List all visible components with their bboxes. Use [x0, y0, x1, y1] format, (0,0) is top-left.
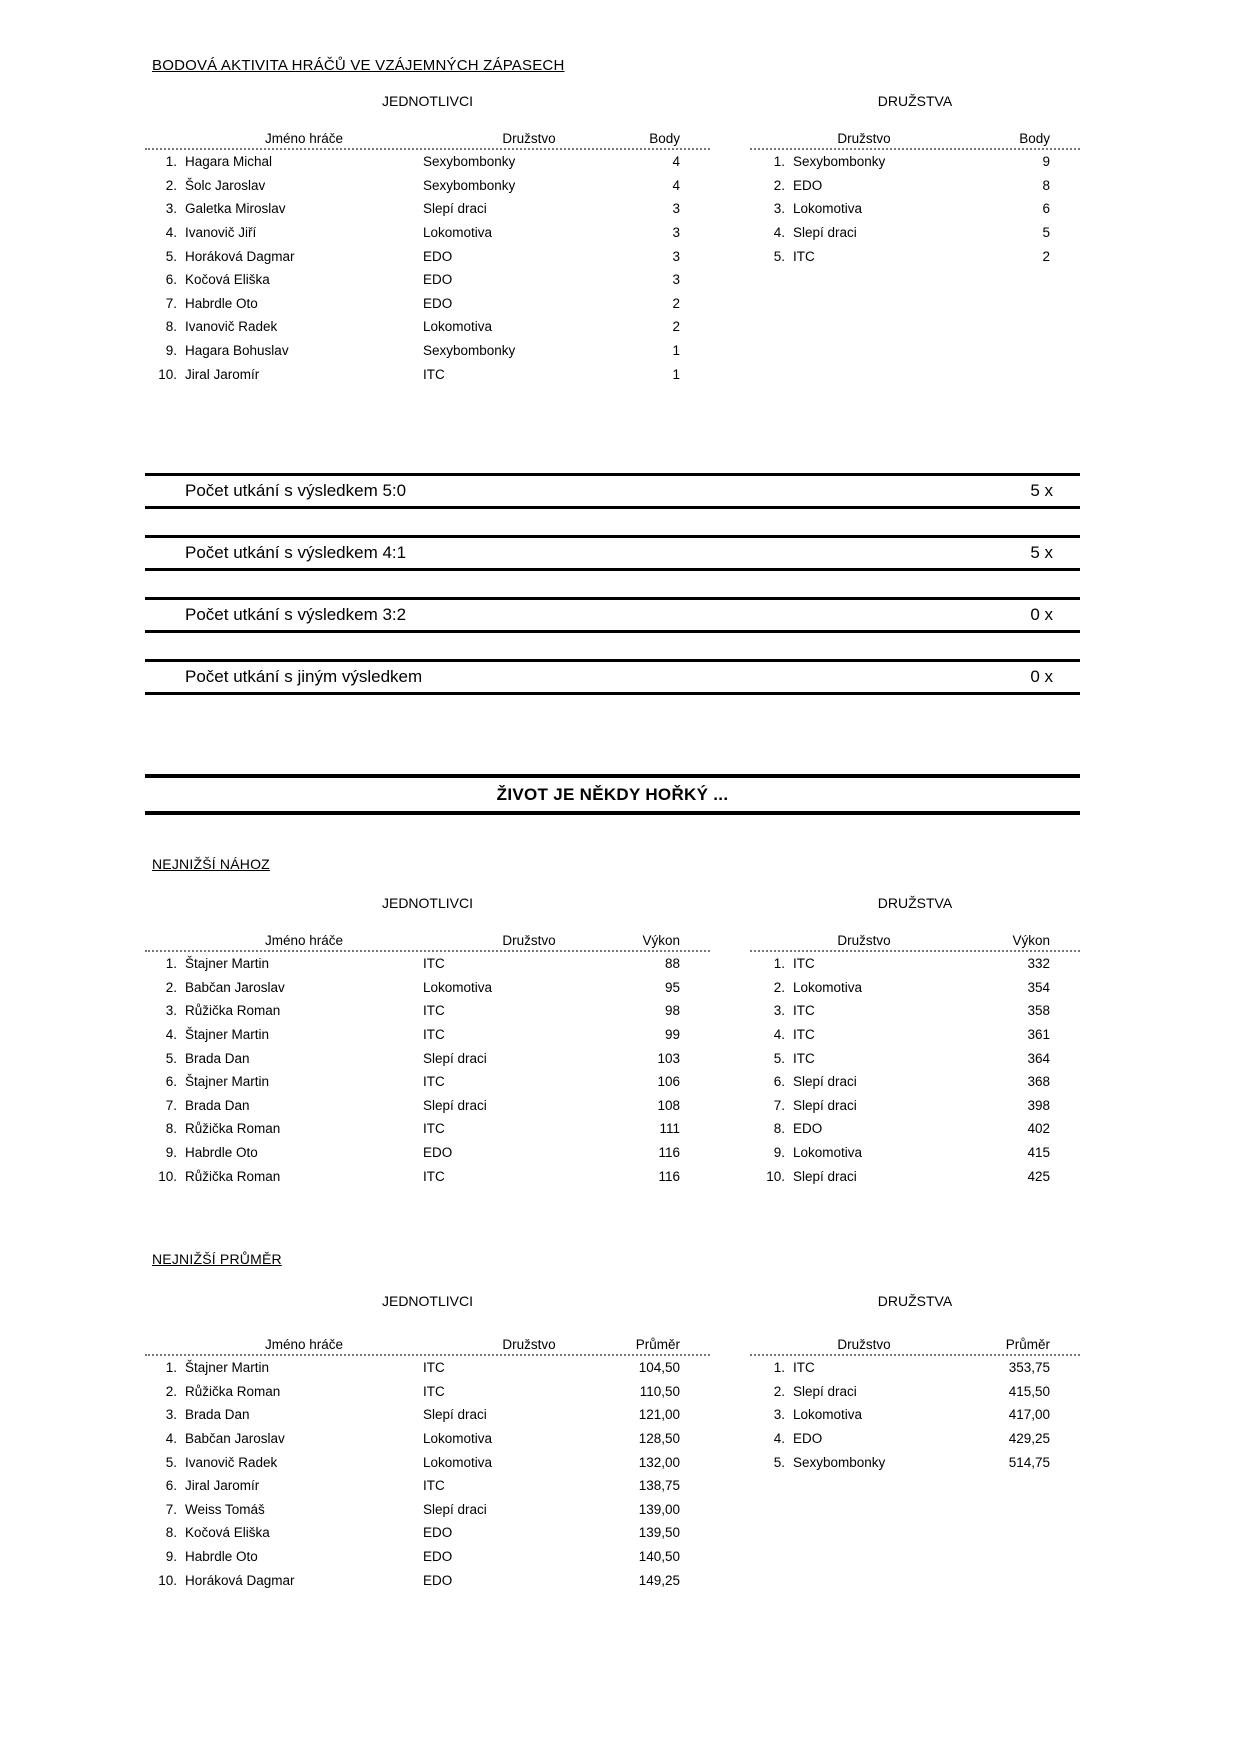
- rank-cell: 9.: [773, 1145, 785, 1161]
- table-header-row: [750, 928, 1080, 952]
- team-col-header: Družstvo: [502, 131, 556, 146]
- value-cell: 104,50: [638, 1360, 680, 1376]
- table-row: [145, 1474, 710, 1498]
- value-cell: 140,50: [638, 1549, 680, 1565]
- table-row: [750, 1117, 1080, 1141]
- rank-cell: 2.: [165, 177, 177, 193]
- table-row: [145, 197, 710, 221]
- section-nahoz: [145, 894, 1080, 1188]
- player-cell: Kočová Eliška: [185, 272, 270, 288]
- section-prumer: [145, 1292, 1080, 1592]
- rank-cell: 10.: [158, 1168, 177, 1184]
- rank-cell: 10.: [766, 1168, 785, 1184]
- teams-heading: DRUŽSTVA: [877, 895, 953, 911]
- value-cell: 128,50: [638, 1431, 680, 1447]
- table-row: [145, 292, 710, 316]
- table-header-row: [145, 1332, 710, 1356]
- banner: [145, 774, 1080, 815]
- table-row: [145, 1046, 710, 1070]
- rank-cell: 1.: [773, 1360, 785, 1376]
- score-box-label: Počet utkání s výsledkem 5:0: [185, 481, 407, 500]
- table-row: [145, 244, 710, 268]
- value-col-header: Průměr: [635, 1337, 680, 1352]
- table-row: [145, 174, 710, 198]
- value-cell: 9: [1042, 154, 1050, 170]
- player-col-header: Jméno hráče: [264, 131, 344, 146]
- rank-cell: 6.: [165, 272, 177, 288]
- player-cell: Babčan Jaroslav: [185, 979, 285, 995]
- player-cell: Horáková Dagmar: [185, 1572, 295, 1588]
- table-row: [145, 315, 710, 339]
- team-cell: ITC: [423, 1121, 445, 1137]
- player-cell: Hagara Bohuslav: [185, 343, 289, 359]
- team-cell: Slepí draci: [793, 1074, 857, 1090]
- table-row: [145, 1403, 710, 1427]
- table-row: [750, 1450, 1080, 1474]
- value-cell: 1: [672, 343, 680, 359]
- value-cell: 95: [664, 979, 680, 995]
- team-cell: Slepí draci: [793, 1097, 857, 1113]
- value-cell: 415: [1027, 1145, 1050, 1161]
- table-row: [750, 1094, 1080, 1118]
- value-cell: 139,50: [638, 1525, 680, 1541]
- score-box-label: Počet utkání s výsledkem 4:1: [185, 543, 407, 562]
- player-cell: Růžička Roman: [185, 1121, 281, 1137]
- value-cell: 8: [1042, 177, 1050, 193]
- player-cell: Jiral Jaromír: [185, 366, 260, 382]
- value-col-header: Body: [1019, 131, 1050, 146]
- team-cell: ITC: [423, 1478, 445, 1494]
- table-row: [750, 197, 1080, 221]
- value-cell: 103: [657, 1050, 680, 1066]
- rank-cell: 1.: [165, 956, 177, 972]
- rank-cell: 3.: [165, 1407, 177, 1423]
- team-cell: ITC: [423, 1383, 445, 1399]
- rank-cell: 1.: [773, 956, 785, 972]
- table-row: [750, 1141, 1080, 1165]
- value-cell: 108: [657, 1097, 680, 1113]
- team-col-header: Družstvo: [502, 1337, 556, 1352]
- team-col-header: Družstvo: [502, 933, 556, 948]
- team-cell: Slepí draci: [423, 1097, 487, 1113]
- value-cell: 3: [672, 225, 680, 241]
- team-cell: ITC: [423, 956, 445, 972]
- rank-cell: 4.: [165, 1431, 177, 1447]
- table-row: [145, 1094, 710, 1118]
- table-row: [145, 1380, 710, 1404]
- team-cell: ITC: [423, 1360, 445, 1376]
- banner-text: ŽIVOT JE NĚKDY HOŘKÝ ...: [496, 785, 729, 804]
- player-cell: Brada Dan: [185, 1097, 250, 1113]
- player-cell: Jiral Jaromír: [185, 1478, 260, 1494]
- table-row: [145, 1070, 710, 1094]
- value-cell: 99: [664, 1027, 680, 1043]
- player-cell: Habrdle Oto: [185, 1145, 258, 1161]
- team-cell: EDO: [793, 1121, 823, 1137]
- score-box-value: 5 x: [1030, 543, 1053, 562]
- teams-heading: DRUŽSTVA: [877, 1293, 953, 1309]
- team-cell: Sexybombonky: [423, 343, 516, 359]
- table-row: [750, 1046, 1080, 1070]
- rank-cell: 3.: [773, 1407, 785, 1423]
- individuals-heading: JEDNOTLIVCI: [381, 895, 473, 911]
- value-cell: 3: [672, 272, 680, 288]
- value-cell: 353,75: [1008, 1360, 1050, 1376]
- rank-cell: 9.: [165, 1145, 177, 1161]
- player-cell: Weiss Tomáš: [185, 1501, 265, 1517]
- table-header-row: [145, 126, 710, 150]
- table-row: [750, 1356, 1080, 1380]
- player-col-header: Jméno hráče: [264, 1337, 344, 1352]
- rank-cell: 5.: [165, 1050, 177, 1066]
- team-cell: ITC: [793, 1027, 815, 1043]
- table-row: [145, 999, 710, 1023]
- value-cell: 429,25: [1008, 1431, 1050, 1447]
- team-cell: EDO: [423, 272, 453, 288]
- team-cell: Sexybombonky: [423, 177, 516, 193]
- team-cell: Slepí draci: [423, 1407, 487, 1423]
- player-cell: Štajner Martin: [185, 1360, 270, 1376]
- rank-cell: 10.: [158, 366, 177, 382]
- rank-cell: 9.: [165, 1549, 177, 1565]
- rank-cell: 5.: [773, 1050, 785, 1066]
- rank-cell: 2.: [773, 177, 785, 193]
- team-cell: ITC: [793, 1003, 815, 1019]
- team-cell: Sexybombonky: [793, 1454, 886, 1470]
- team-cell: Sexybombonky: [423, 154, 516, 170]
- score-box-label: Počet utkání s výsledkem 3:2: [185, 605, 407, 624]
- section-bodova-aktivita: [145, 92, 1080, 386]
- team-cell: Slepí draci: [793, 1383, 857, 1399]
- rank-cell: 2.: [165, 1383, 177, 1399]
- value-cell: 1: [672, 366, 680, 382]
- value-cell: 358: [1027, 1003, 1050, 1019]
- team-cell: ITC: [423, 1168, 445, 1184]
- team-cell: EDO: [423, 1145, 453, 1161]
- table-row: [145, 362, 710, 386]
- team-cell: EDO: [423, 295, 453, 311]
- score-box: [145, 597, 1080, 633]
- player-cell: Kočová Eliška: [185, 1525, 270, 1541]
- table-row: [145, 1141, 710, 1165]
- table-row: [750, 1403, 1080, 1427]
- team-cell: Lokomotiva: [423, 1454, 493, 1470]
- value-cell: 361: [1027, 1027, 1050, 1043]
- value-cell: 138,75: [638, 1478, 680, 1494]
- player-cell: Hagara Michal: [185, 154, 273, 170]
- team-cell: Slepí draci: [793, 225, 857, 241]
- team-cell: ITC: [423, 1074, 445, 1090]
- team-cell: ITC: [793, 248, 815, 264]
- rank-cell: 6.: [165, 1074, 177, 1090]
- team-col-header: Družstvo: [837, 933, 891, 948]
- team-cell: Lokomotiva: [423, 1431, 493, 1447]
- team-cell: Lokomotiva: [423, 319, 493, 335]
- rank-cell: 1.: [773, 154, 785, 170]
- team-cell: EDO: [423, 1549, 453, 1565]
- table-row: [145, 1450, 710, 1474]
- value-cell: 417,00: [1008, 1407, 1050, 1423]
- rank-cell: 6.: [773, 1074, 785, 1090]
- rank-cell: 5.: [773, 248, 785, 264]
- value-cell: 2: [1042, 248, 1050, 264]
- table-header-row: [750, 126, 1080, 150]
- player-cell: Ivanovič Jiří: [185, 225, 257, 241]
- player-cell: Babčan Jaroslav: [185, 1431, 285, 1447]
- value-cell: 132,00: [638, 1454, 680, 1470]
- team-cell: Lokomotiva: [793, 979, 863, 995]
- value-cell: 2: [672, 319, 680, 335]
- rank-cell: 10.: [158, 1572, 177, 1588]
- value-cell: 139,00: [638, 1501, 680, 1517]
- rank-cell: 2.: [165, 979, 177, 995]
- player-cell: Brada Dan: [185, 1050, 250, 1066]
- rank-cell: 5.: [165, 248, 177, 264]
- value-cell: 398: [1027, 1097, 1050, 1113]
- team-cell: Lokomotiva: [793, 1407, 863, 1423]
- value-cell: 6: [1042, 201, 1050, 217]
- individuals-table-bodova: [145, 92, 710, 386]
- value-cell: 402: [1027, 1121, 1050, 1137]
- table-row: [750, 221, 1080, 245]
- score-box-value: 0 x: [1030, 667, 1053, 686]
- team-cell: Slepí draci: [423, 1501, 487, 1517]
- table-row: [145, 1427, 710, 1451]
- table-row: [750, 244, 1080, 268]
- value-cell: 4: [672, 154, 680, 170]
- team-cell: ITC: [793, 1360, 815, 1376]
- table-row: [750, 174, 1080, 198]
- table-row: [145, 1521, 710, 1545]
- section-title-prumer: NEJNIŽŠÍ PRŮMĚR: [152, 1251, 282, 1267]
- table-row: [145, 150, 710, 174]
- value-cell: 116: [658, 1168, 680, 1184]
- table-row: [145, 1023, 710, 1047]
- table-row: [750, 1380, 1080, 1404]
- rank-cell: 8.: [773, 1121, 785, 1137]
- team-cell: ITC: [423, 366, 445, 382]
- rank-cell: 5.: [773, 1454, 785, 1470]
- rank-cell: 7.: [165, 1097, 177, 1113]
- rank-cell: 4.: [165, 225, 177, 241]
- individuals-table-prumer: [145, 1292, 710, 1592]
- table-row: [750, 1164, 1080, 1188]
- rank-cell: 8.: [165, 1121, 177, 1137]
- value-cell: 111: [659, 1121, 680, 1137]
- table-row: [750, 1070, 1080, 1094]
- player-cell: Štajner Martin: [185, 1074, 270, 1090]
- rank-cell: 3.: [165, 201, 177, 217]
- table-row: [145, 1545, 710, 1569]
- player-cell: Ivanovič Radek: [185, 1454, 278, 1470]
- section-title-nahoz: NEJNIŽŠÍ NÁHOZ: [152, 856, 270, 872]
- table-row: [750, 1427, 1080, 1451]
- rank-cell: 1.: [165, 154, 177, 170]
- value-cell: 415,50: [1008, 1383, 1050, 1399]
- rank-cell: 3.: [165, 1003, 177, 1019]
- score-box: [145, 535, 1080, 571]
- value-cell: 425: [1027, 1168, 1050, 1184]
- rank-cell: 4.: [773, 1431, 785, 1447]
- rank-cell: 1.: [165, 1360, 177, 1376]
- team-col-header: Družstvo: [837, 131, 891, 146]
- score-box-value: 5 x: [1030, 481, 1053, 500]
- score-boxes: [145, 473, 1080, 721]
- team-cell: Slepí draci: [423, 1050, 487, 1066]
- table-row: [750, 976, 1080, 1000]
- table-row: [145, 976, 710, 1000]
- rank-cell: 9.: [165, 343, 177, 359]
- team-cell: EDO: [423, 1572, 453, 1588]
- table-row: [145, 268, 710, 292]
- value-cell: 514,75: [1008, 1454, 1050, 1470]
- value-cell: 98: [664, 1003, 680, 1019]
- team-cell: ITC: [423, 1027, 445, 1043]
- table-row: [145, 339, 710, 363]
- individuals-heading: JEDNOTLIVCI: [381, 1293, 473, 1309]
- value-cell: 3: [672, 248, 680, 264]
- team-cell: Slepí draci: [423, 201, 487, 217]
- table-row: [145, 1164, 710, 1188]
- table-row: [750, 1023, 1080, 1047]
- rank-cell: 5.: [165, 1454, 177, 1470]
- teams-heading: DRUŽSTVA: [877, 93, 953, 109]
- table-row: [145, 1117, 710, 1141]
- rank-cell: 8.: [165, 1525, 177, 1541]
- value-cell: 4: [672, 177, 680, 193]
- team-cell: EDO: [793, 177, 823, 193]
- table-row: [145, 221, 710, 245]
- player-cell: Štajner Martin: [185, 956, 270, 972]
- player-col-header: Jméno hráče: [264, 933, 344, 948]
- rank-cell: 4.: [773, 1027, 785, 1043]
- team-cell: Lokomotiva: [793, 201, 863, 217]
- team-col-header: Družstvo: [837, 1337, 891, 1352]
- player-cell: Růžička Roman: [185, 1168, 281, 1184]
- rank-cell: 2.: [773, 979, 785, 995]
- rank-cell: 6.: [165, 1478, 177, 1494]
- team-cell: EDO: [423, 1525, 453, 1541]
- value-cell: 2: [672, 295, 680, 311]
- individuals-table-nahoz: [145, 894, 710, 1188]
- team-cell: Lokomotiva: [423, 225, 493, 241]
- teams-table-bodova: [750, 92, 1080, 386]
- player-cell: Růžička Roman: [185, 1003, 281, 1019]
- teams-table-prumer: [750, 1292, 1080, 1592]
- value-col-header: Body: [649, 131, 680, 146]
- table-row: [145, 1356, 710, 1380]
- rank-cell: 8.: [165, 319, 177, 335]
- value-col-header: Výkon: [642, 933, 680, 948]
- team-cell: EDO: [793, 1431, 823, 1447]
- rank-cell: 7.: [165, 295, 177, 311]
- value-cell: 368: [1027, 1074, 1050, 1090]
- table-row: [750, 999, 1080, 1023]
- table-row: [145, 952, 710, 976]
- table-header-row: [145, 928, 710, 952]
- page-title: BODOVÁ AKTIVITA HRÁČŮ VE VZÁJEMNÝCH ZÁPASECH: [152, 57, 565, 74]
- value-col-header: Průměr: [1005, 1337, 1050, 1352]
- rank-cell: 4.: [773, 225, 785, 241]
- score-box-label: Počet utkání s jiným výsledkem: [185, 667, 423, 686]
- rank-cell: 4.: [165, 1027, 177, 1043]
- value-cell: 364: [1027, 1050, 1050, 1066]
- team-cell: ITC: [793, 956, 815, 972]
- team-cell: Slepí draci: [793, 1168, 857, 1184]
- player-cell: Galetka Miroslav: [185, 201, 286, 217]
- table-header-row: [750, 1332, 1080, 1356]
- value-cell: 121,00: [638, 1407, 680, 1423]
- table-row: [750, 150, 1080, 174]
- player-cell: Růžička Roman: [185, 1383, 281, 1399]
- team-cell: Lokomotiva: [793, 1145, 863, 1161]
- player-cell: Ivanovič Radek: [185, 319, 278, 335]
- rank-cell: 3.: [773, 1003, 785, 1019]
- teams-table-nahoz: [750, 894, 1080, 1188]
- player-cell: Štajner Martin: [185, 1027, 270, 1043]
- player-cell: Šolc Jaroslav: [185, 177, 266, 193]
- value-cell: 116: [658, 1145, 680, 1161]
- value-cell: 110,50: [639, 1383, 680, 1399]
- player-cell: Habrdle Oto: [185, 1549, 258, 1565]
- value-cell: 354: [1027, 979, 1050, 995]
- team-cell: EDO: [423, 248, 453, 264]
- value-cell: 88: [664, 956, 680, 972]
- rank-cell: 2.: [773, 1383, 785, 1399]
- score-box-value: 0 x: [1030, 605, 1053, 624]
- value-col-header: Výkon: [1012, 933, 1050, 948]
- rank-cell: 7.: [773, 1097, 785, 1113]
- score-box: [145, 659, 1080, 695]
- value-cell: 3: [672, 201, 680, 217]
- table-row: [145, 1498, 710, 1522]
- value-cell: 332: [1027, 956, 1050, 972]
- rank-cell: 3.: [773, 201, 785, 217]
- rank-cell: 7.: [165, 1501, 177, 1517]
- team-cell: ITC: [793, 1050, 815, 1066]
- team-cell: Lokomotiva: [423, 979, 493, 995]
- value-cell: 106: [657, 1074, 680, 1090]
- value-cell: 149,25: [638, 1572, 680, 1588]
- team-cell: ITC: [423, 1003, 445, 1019]
- table-row: [145, 1568, 710, 1592]
- player-cell: Brada Dan: [185, 1407, 250, 1423]
- individuals-heading: JEDNOTLIVCI: [381, 93, 473, 109]
- score-box: [145, 473, 1080, 509]
- player-cell: Habrdle Oto: [185, 295, 258, 311]
- value-cell: 5: [1042, 225, 1050, 241]
- player-cell: Horáková Dagmar: [185, 248, 295, 264]
- table-row: [750, 952, 1080, 976]
- team-cell: Sexybombonky: [793, 154, 886, 170]
